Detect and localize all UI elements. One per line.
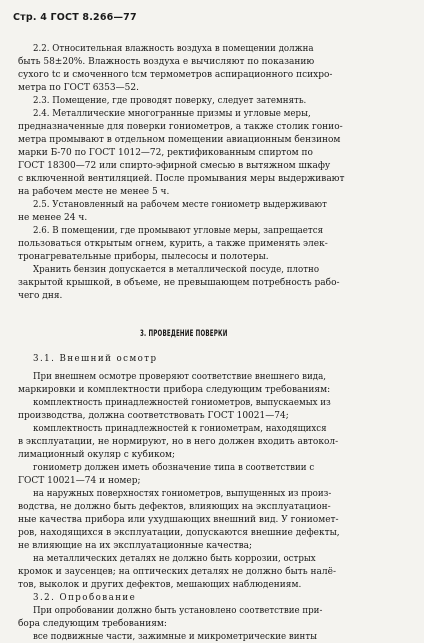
text-line: не влияющие на их эксплуатационные качества; [18, 540, 253, 551]
text-line: При опробовании должно быть установлено соответствие при- [33, 605, 323, 616]
text-line: с включенной вентиляцией. После промывания меры выдерживают [18, 173, 345, 184]
text-line: Хранить бензин допускается в металлической посуде, плотно [33, 264, 320, 275]
text-line: не менее 24 ч. [18, 212, 88, 223]
section-title: 3. ПРОВЕДЕНИЕ ПОВЕРКИ [140, 329, 228, 339]
page-header: Стр. 4 ГОСТ 8.266—77 [13, 12, 137, 23]
text-line: гониометр должен иметь обозначение типа в соответствии с [33, 462, 315, 473]
text-line: ные качества прибора или ухудшающих внешний вид. У гониомет- [18, 514, 339, 525]
text-line: метра промывают в отдельном помещении авиационным бензином [18, 134, 341, 145]
text-line: тов, выколок и других дефектов, мешающих наблюдениям. [18, 579, 302, 590]
text-line: производства, должна соответствовать ГОСТ 10021—74; [18, 410, 289, 421]
text-line: При внешнем осмотре проверяют соответствие внешнего вида, [33, 371, 327, 382]
text-line: на наружных поверхностях гониометров, выпущенных из произ- [33, 488, 332, 499]
text-line: закрытой крышкой, в объеме, не превышающем потребность рабо- [18, 277, 340, 288]
text-line: 2.4. Металлические многогранные призмы и угловые меры, [33, 108, 311, 119]
text-line: 2.2. Относительная влажность воздуха в помещении должна [33, 43, 314, 54]
text-line: предназначенные для поверки гониометров, а также столик гонио- [18, 121, 343, 132]
text-line: метра по ГОСТ 6353—52. [18, 82, 139, 93]
subsection-heading: 3.1. Внешний осмотр [33, 353, 158, 364]
text-line: комплектность принадлежностей к гониометрам, находящихся [33, 423, 327, 434]
text-line: водства, не должно быть дефектов, влияющих на эксплуатацион- [18, 501, 331, 512]
text-line: маркировки и комплектности прибора следующим требованиям: [18, 384, 331, 395]
text-line: марки Б-70 по ГОСТ 1012—72, ректификованным спиртом по [18, 147, 313, 158]
text-line: в эксплуатации, не нормируют, но в него должен входить автокол- [18, 436, 339, 447]
text-line: на рабочем месте не менее 5 ч. [18, 186, 170, 197]
text-line: ров, находящихся в эксплуатации, допускаются внешние дефекты, [18, 527, 340, 538]
text-line: чего дня. [18, 290, 63, 301]
text-line: 2.3. Помещение, где проводят поверку, следует затемнять. [33, 95, 307, 106]
text-line: сухого tс и смоченного tсм термометров аспирационного психро- [18, 69, 333, 80]
text-line: бора следующим требованиям: [18, 618, 167, 629]
text-line: на металлических деталях не должно быть коррозии, острых [33, 553, 316, 564]
text-line: тронагревательные приборы, пылесосы и полотеры. [18, 251, 269, 262]
text-line: 2.6. В помещении, где промывают угловые меры, запрещается [33, 225, 324, 236]
subsection-heading: 3.2. Опробование [33, 592, 137, 603]
text-line: ГОСТ 18300—72 или спирто-эфирной смесью в вытяжном шкафу [18, 160, 331, 171]
text-line: ГОСТ 10021—74 и номер; [18, 475, 141, 486]
text-line: 2.5. Установленный на рабочем месте гониометр выдерживают [33, 199, 327, 210]
text-line: быть 58±20%. Влажность воздуха e вычисляют по показанию [18, 56, 315, 67]
text-line: пользоваться открытым огнем, курить, а также применять элек- [18, 238, 328, 249]
text-line: кромок и заусенцев; на оптических деталях не должно быть налё- [18, 566, 337, 577]
text-line: комплектность принадлежностей гониометров, выпускаемых из [33, 397, 331, 408]
text-line: все подвижные части, зажимные и микрометрические винты [33, 631, 318, 642]
text-line: лимационный окуляр с кубиком; [18, 449, 176, 460]
